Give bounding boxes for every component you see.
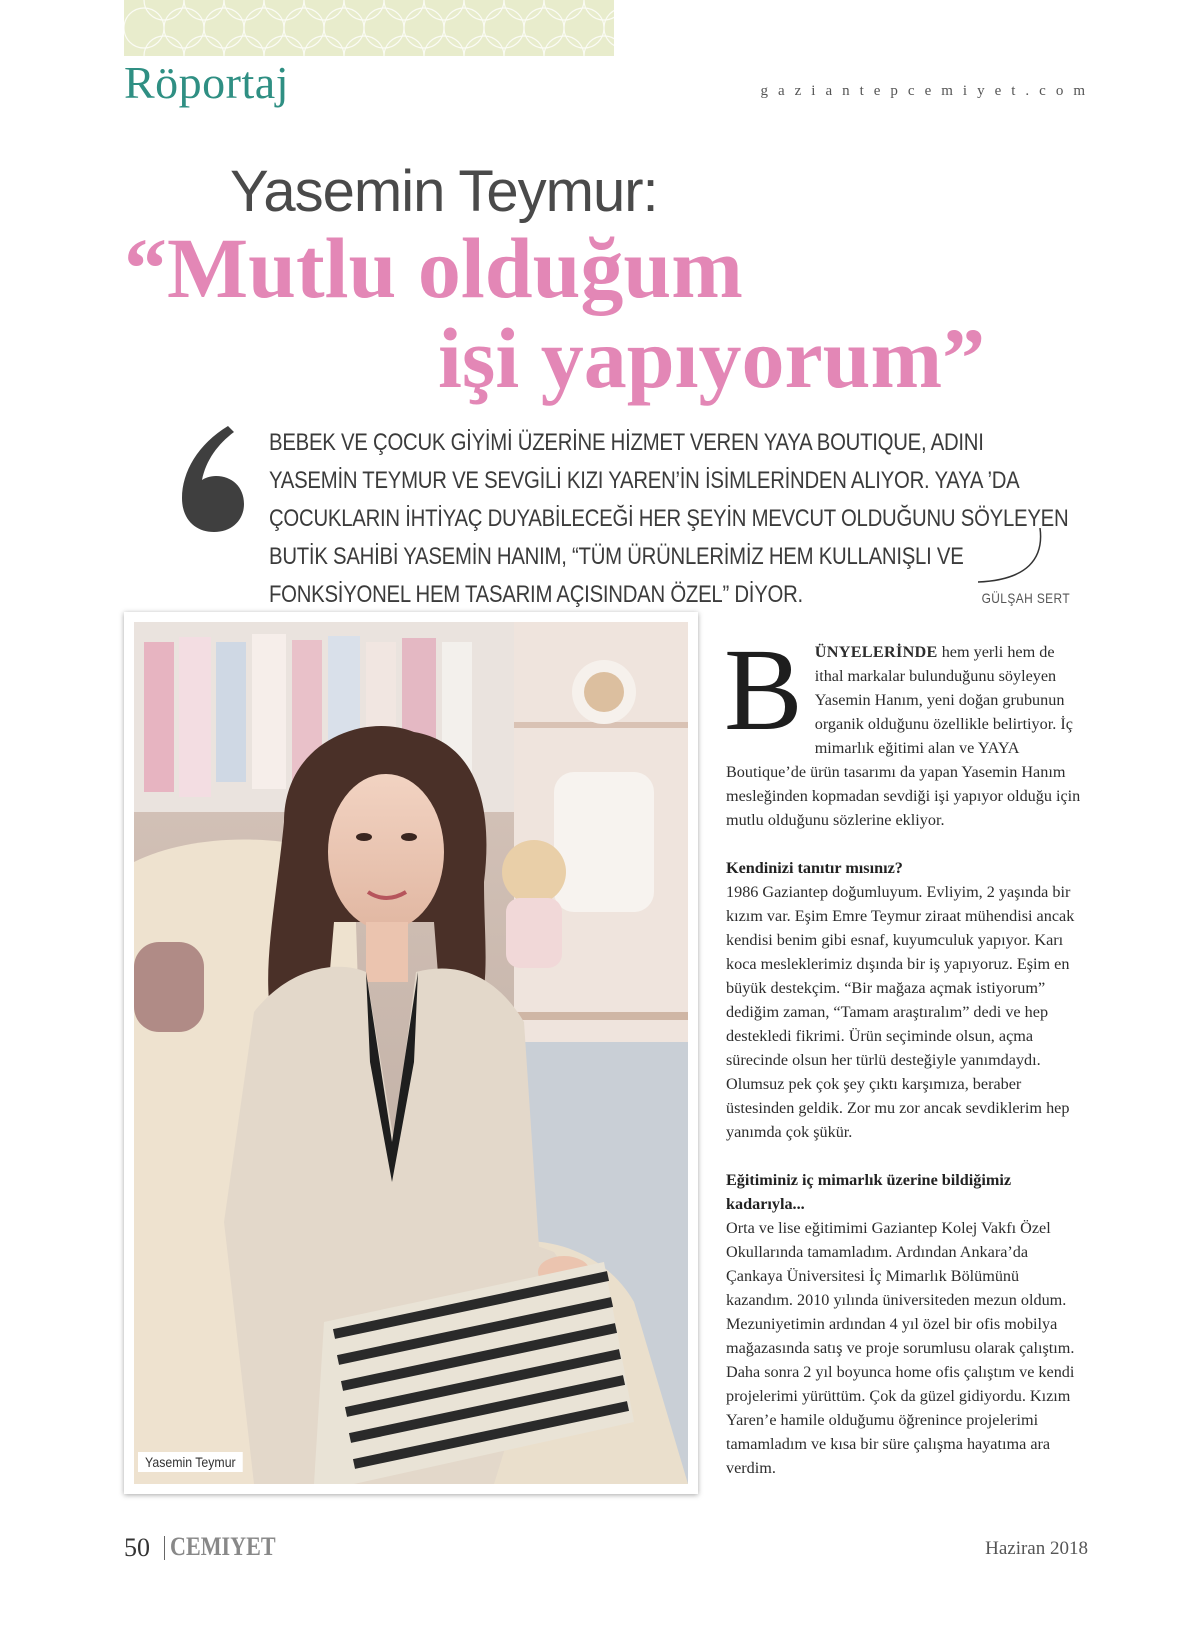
article-body xyxy=(724,624,1086,1480)
quote-mark-icon xyxy=(178,424,250,539)
intro-caps: ÜNYELERİNDE xyxy=(814,643,938,661)
magazine-name: CEMIYET xyxy=(170,1532,276,1561)
headline-quote-line2: işi yapıyorum” xyxy=(438,310,986,406)
question-2: Eğitiminiz iç mimarlık üzerine bildiğimiz kadarıyla... xyxy=(726,1171,1012,1213)
intro-paragraph xyxy=(724,624,1086,832)
question-1: Kendinizi tanıtır mısınız? xyxy=(726,859,903,877)
lead-paragraph: BEBEK VE ÇOCUK GİYİMİ ÜZERİNE HİZMET VEREN YAYA BOUTIQUE, ADINI YASEMİN TEYMUR VE SEVGİLİ KIZI YAREN’İN İSİMLERİNDEN ALIYOR. YAYA ’DA ÇOCUKLARIN İHTİYAÇ DUYABİLECEĞİ HER ŞEYİN MEVCUT OLDUĞUNU SÖYLEYEN BUTİK SAHİBİ YASEMİN HANIM, “TÜM ÜRÜNLERİMİZ HEM KULLANIŞLI VE FONKSİYONEL HEM TASARIM AÇISINDAN ÖZEL” DİYOR. xyxy=(269,429,1069,608)
answer-1: 1986 Gaziantep doğumluyum. Evliyim, 2 yaşında bir kızım var. Eşim Emre Teymur ziraat mühendisi ancak kendisi benim gibi esnaf, kuyumculuk yapıyor. Karı koca mesleklerimiz dışında bir iş yapıyoruz. Eşim en büyük destekçim. “Bir mağaza açmak istiyorum” dediğim zaman, “Tamam araştıralım” dedi ve hep destekledi fikrimi. Ürün seçiminde olsun, açma sürecinde olsun her türlü desteğiyle yanımdaydı. Olumsuz pek çok şey çıktı karşımıza, beraber üstesinden geldik. Zor mu zor ancak sevdiklerim hep yanımda çok şükür. xyxy=(726,883,1075,1141)
photo-caption: Yasemin Teymur xyxy=(138,1452,243,1472)
answer-2: Orta ve lise eğitimimi Gaziantep Kolej Vakfı Özel Okullarında tamamladım. Ardından Ankara’da Çankaya Üniversitesi İç Mimarlık Bölümünü kazandım. 2010 yılında üniversiteden mezun oldum. Mezuniyetimin ardından 4 yıl özel bir ofis mobilya mağazasında satış ve proje sorumlusu olarak çalıştım. Daha sonra 2 yıl boyunca home ofis çalıştım ve kendi projelerimi yürüttüm. Çok da güzel gidiyordu. Kızım Yaren’e hamile olduğumu öğrenince projelerimi tamamladım ve kısa bir süre çalışma hayatıma ara verdim. xyxy=(726,1219,1075,1477)
intro-text: hem yerli hem de ithal markalar bulunduğunu söyleyen Yasemin Hanım, yeni doğan grubunun organik olduğunu özellikle belirtiyor. İç mimarlık eğitimi alan ve YAYA Boutique’de ürün tasarımı da yapan Yasemin Hanım mesleğinden kopmadan sevdiği işi yapıyor olduğu için mutlu olduğunu sözlerine ekliyor. xyxy=(726,643,1081,829)
lead-end-curve xyxy=(968,528,1048,589)
portrait-photo-frame xyxy=(124,612,698,1494)
author-name: GÜLŞAH SERT xyxy=(981,590,1070,606)
drop-cap: B xyxy=(724,624,803,755)
header-pattern xyxy=(124,0,614,56)
page-number: 50 xyxy=(124,1533,150,1562)
section-title: Röportaj xyxy=(124,57,289,108)
headline-quote-line1: “Mutlu olduğum xyxy=(124,220,743,316)
footer-divider xyxy=(164,1536,165,1560)
headline-name: Yasemin Teymur: xyxy=(230,159,658,224)
website-url: gaziantepcemiyet.com xyxy=(760,83,1095,99)
portrait-photo xyxy=(134,622,688,1484)
issue-date: Haziran 2018 xyxy=(985,1538,1088,1559)
